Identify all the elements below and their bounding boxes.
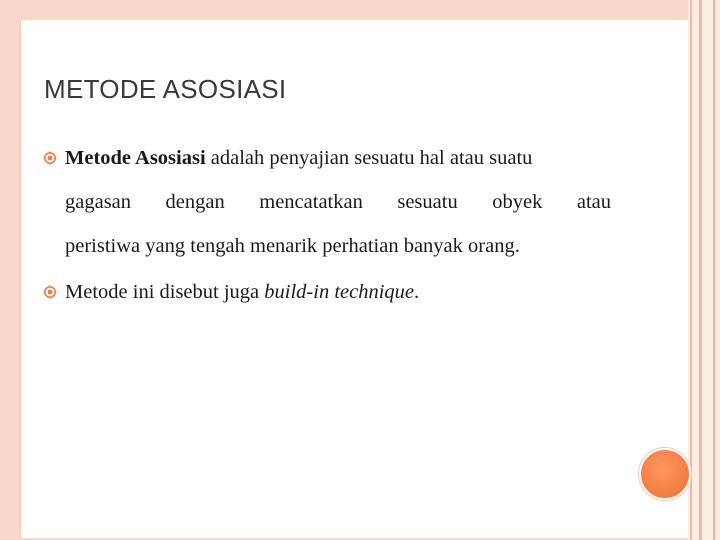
bullet-1-text [65, 136, 611, 268]
sun-bullet-icon [43, 151, 57, 165]
slide-title: METODE ASOSIASI [44, 74, 287, 104]
bullet-1-line-2: gagasan dengan mencatatkan sesuatu obyek atau [65, 191, 611, 213]
bullet-2-line-1 [65, 270, 611, 314]
bullet-1-term: Metode Asosiasi [65, 147, 206, 169]
right-decorative-band [688, 0, 720, 540]
bullet-1-line-3: peristiwa yang tengah menarik perhatian banyak orang. [65, 235, 520, 257]
bullet-2-text-start: Metode ini disebut juga [65, 281, 265, 303]
frame-top-border [20, 0, 688, 20]
right-stripe-3 [713, 0, 715, 540]
orange-circle-icon [639, 448, 691, 500]
bullet-1-line-1-rest: adalah penyajian sesuatu hal atau suatu [205, 147, 533, 169]
right-stripe-2 [699, 0, 702, 540]
frame-left-border [0, 0, 20, 540]
frame-divider [20, 20, 21, 538]
right-stripe-1 [690, 0, 692, 540]
bullet-2-text-end: . [414, 281, 420, 303]
sun-bullet-icon [43, 285, 57, 299]
bullet-2-italic-term: build-in technique [264, 281, 415, 303]
bullet-2-text [65, 270, 611, 314]
bullet-1-line-1 [65, 136, 611, 180]
